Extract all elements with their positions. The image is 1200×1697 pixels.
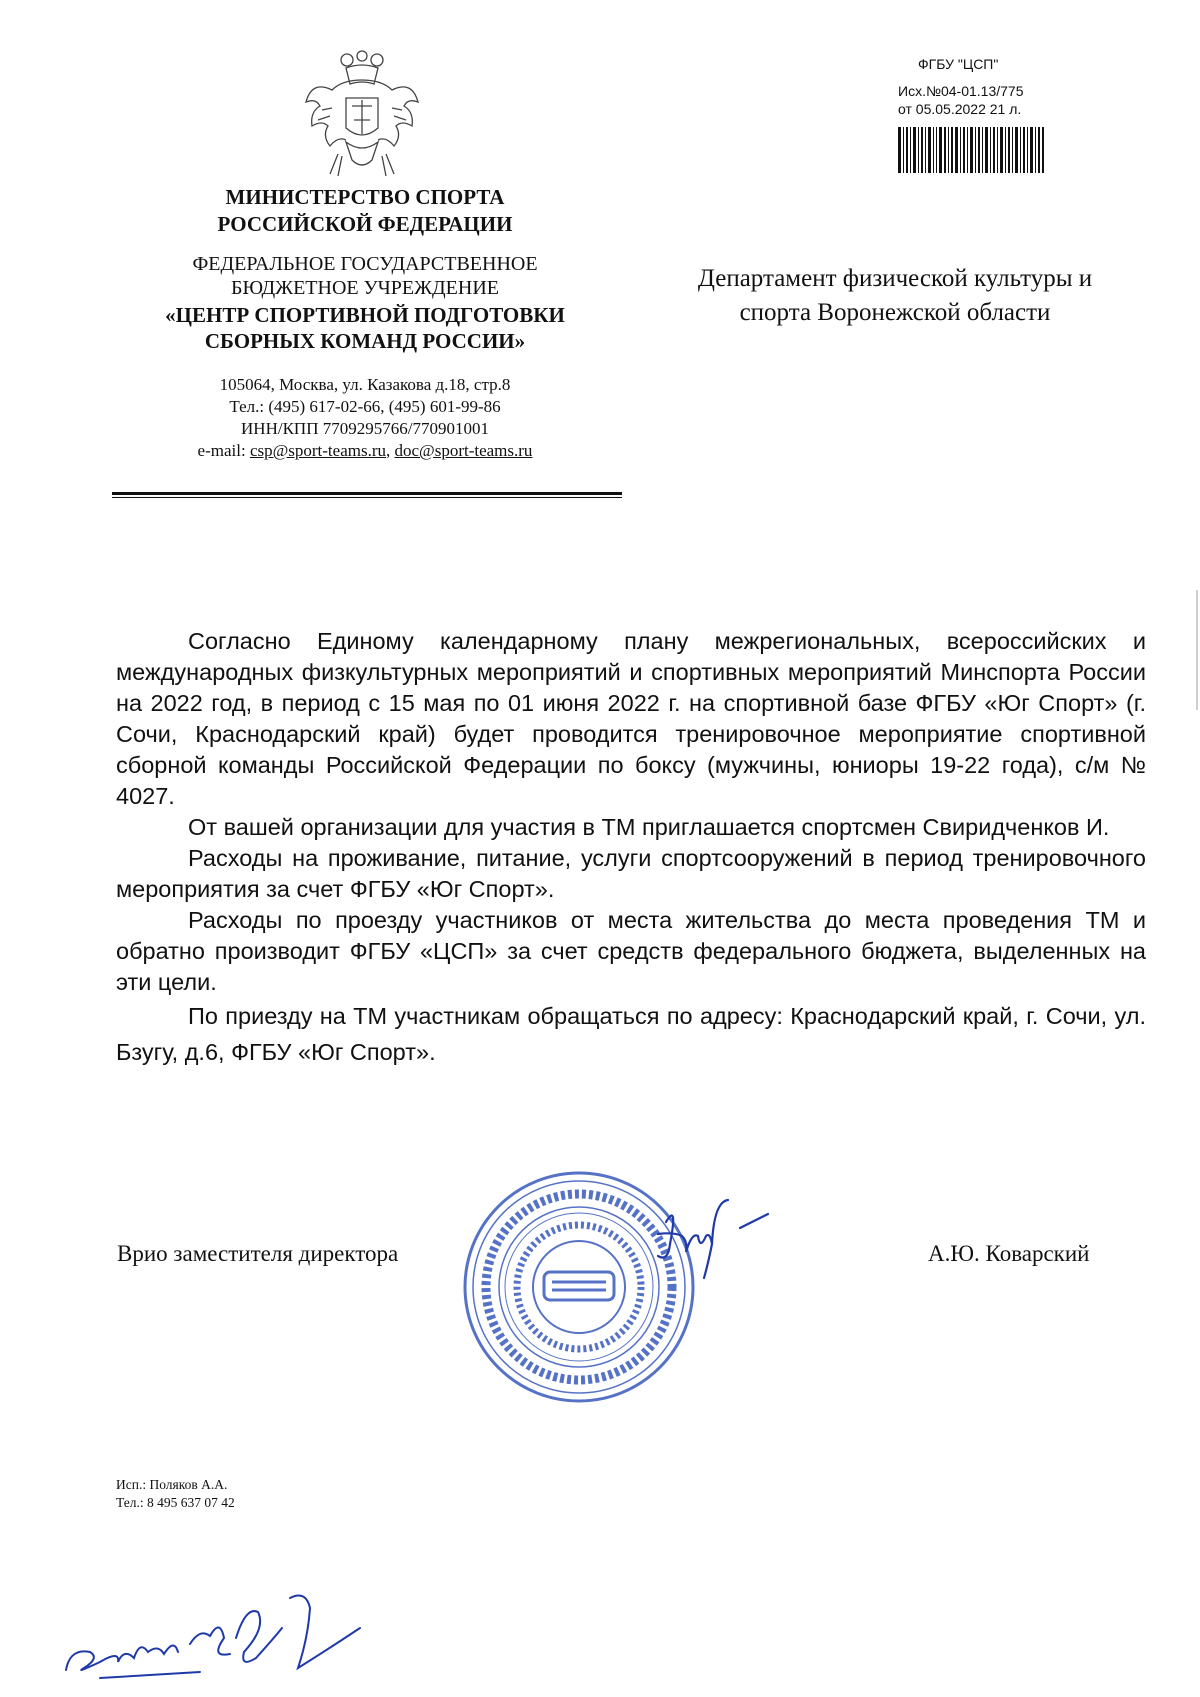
handwritten-signature-icon <box>648 1192 773 1284</box>
recipient-line2: спорта Воронежской области <box>739 299 1051 326</box>
registration-date: от 05.05.2022 21 л. <box>898 101 1022 117</box>
org-contacts <box>100 374 630 462</box>
org-name-line1: «ЦЕНТР СПОРТИВНОЙ ПОДГОТОВКИ <box>165 303 565 327</box>
executor-name: Исп.: Поляков А.А. <box>116 1477 228 1492</box>
email-separator: , <box>386 441 391 460</box>
signatory-name: А.Ю. Коварский <box>928 1241 1090 1266</box>
registration-org: ФГБУ "ЦСП" <box>918 56 999 72</box>
body-paragraph: По приезду на ТМ участникам обращаться по адресу: Краснодарский край, г. Сочи, ул. Бзугу, д.6, ФГБУ «Юг Спорт». <box>116 1003 1146 1065</box>
approval-signature-icon <box>60 1588 370 1683</box>
org-name <box>100 302 630 354</box>
email-link-csp[interactable]: csp@sport-teams.ru <box>249 441 386 460</box>
email-link-doc[interactable]: doc@sport-teams.ru <box>394 441 533 460</box>
registration-number: Исх.№04-01.13/775 <box>898 83 1024 99</box>
recipient-block <box>660 262 1130 330</box>
body-paragraph: Расходы на проживание, питание, услуги спортсооружений в период тренировочного мероприятия за счет ФГБУ «Юг Спорт». <box>116 845 1146 902</box>
coat-of-arms-icon <box>302 50 422 182</box>
barcode-icon <box>898 127 1044 173</box>
org-name-line2: СБОРНЫХ КОМАНД РОССИИ» <box>204 329 526 353</box>
header-divider-thick <box>112 492 622 495</box>
org-phone: Тел.: (495) 617-02-66, (495) 601-99-86 <box>229 397 501 416</box>
ministry-line1: МИНИСТЕРСТВО СПОРТА <box>225 185 505 209</box>
org-inn: ИНН/КПП 7709295766/770901001 <box>241 419 489 438</box>
org-type-line1: ФЕДЕРАЛЬНОЕ ГОСУДАРСТВЕННОЕ <box>192 253 538 275</box>
org-address: 105064, Москва, ул. Казакова д.18, стр.8 <box>219 375 511 394</box>
ministry-title <box>100 184 630 238</box>
executor-phone: Тел.: 8 495 637 07 42 <box>116 1495 235 1510</box>
org-type <box>100 252 630 300</box>
email-prefix: e-mail: <box>197 441 246 460</box>
recipient-line1: Департамент физической культуры и <box>697 265 1093 292</box>
signatory-position: Врио заместителя директора <box>117 1241 399 1266</box>
body-paragraph: От вашей организации для участия в ТМ приглашается спортсмен Свиридченков И. <box>188 814 1110 840</box>
letter-body <box>116 626 1146 1070</box>
ministry-line2: РОССИЙСКОЙ ФЕДЕРАЦИИ <box>217 212 513 236</box>
header-divider-thin <box>112 497 622 498</box>
org-type-line2: БЮДЖЕТНОЕ УЧРЕЖДЕНИЕ <box>230 277 500 299</box>
org-email <box>100 440 630 462</box>
body-paragraph: Расходы по проезду участников от места жительства до места проведения ТМ и обратно производит ФГБУ «ЦСП» за счет средств федерального бюджета, выделенных на эти цели. <box>116 907 1146 995</box>
scan-edge-shadow <box>1196 590 1198 710</box>
body-paragraph: Согласно Единому календарному плану межрегиональных, всероссийских и международных физкультурных мероприятий и спортивных мероприятий Минспорта России на 2022 год, в период с 15 мая по 01 июня 2022 г. на спортивной базе ФГБУ «Юг Спорт» (г. Сочи, Краснодарский край) будет проводится тренировочное мероприятие спортивной сборной команды Российской Федерации по боксу (мужчины, юниоры 19-22 года), с/м № 4027. <box>116 628 1146 809</box>
